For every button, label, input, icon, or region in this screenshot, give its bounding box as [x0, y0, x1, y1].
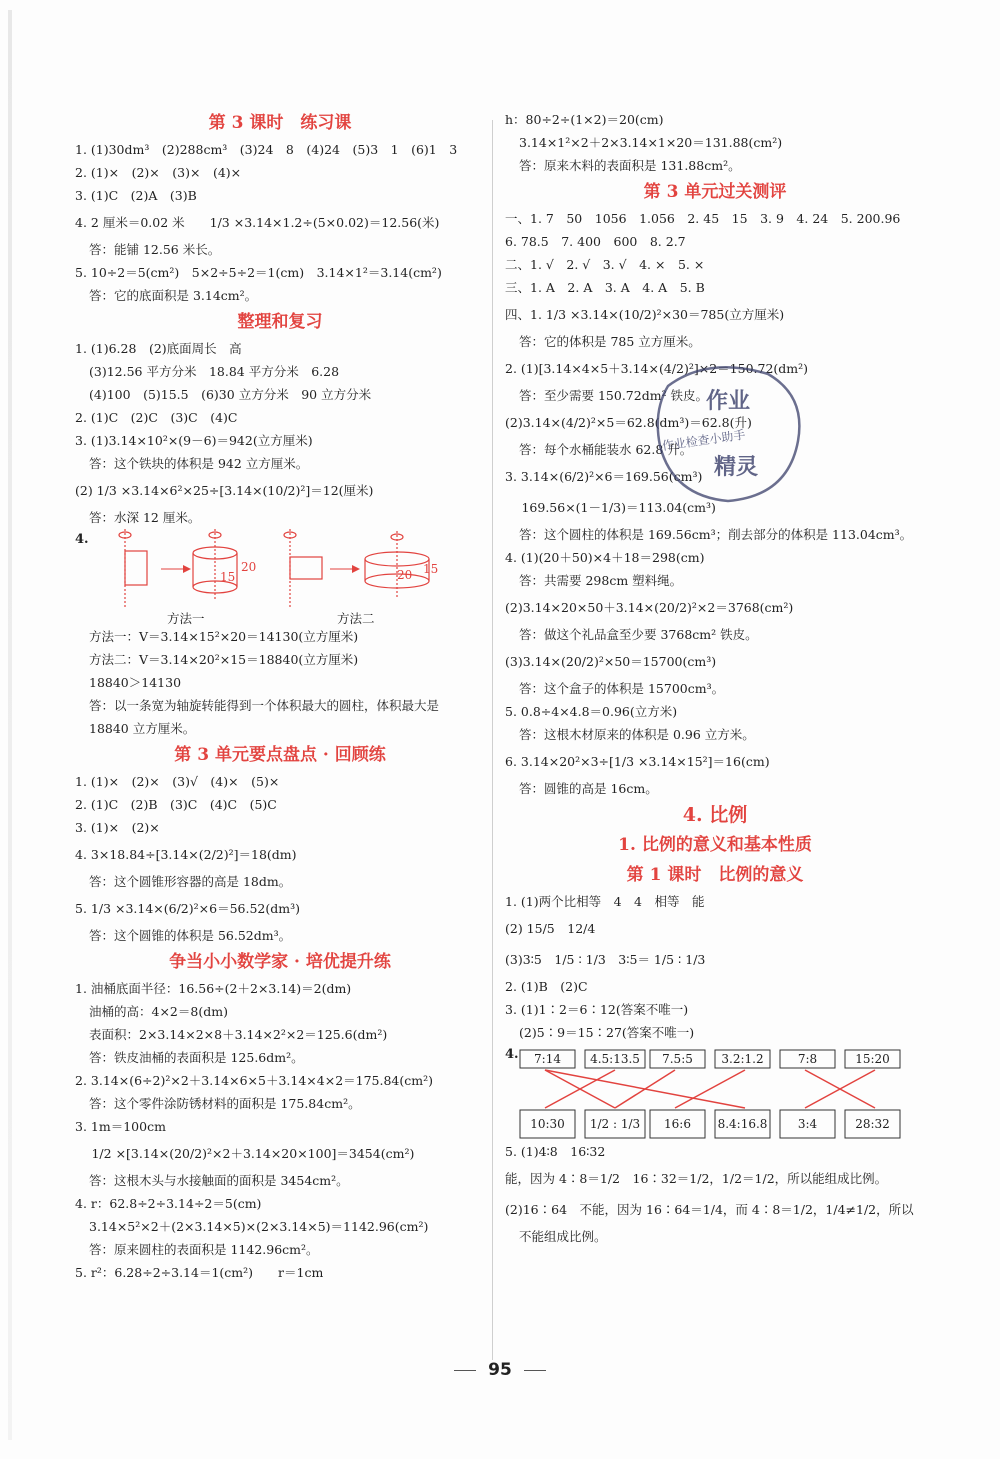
answer-line: 答：圆锥的高是 16cm。 — [519, 781, 658, 796]
ratio-top-label: 3.2:1.2 — [721, 1052, 764, 1066]
answer-line: 答：水深 12 厘米。 — [89, 510, 201, 525]
left-column — [75, 108, 485, 1284]
section-heading: 第 3 单元过关测评 — [643, 182, 787, 202]
answer-line: (3)12.56 平方分米 18.84 平方分米 6.28 — [89, 364, 340, 379]
figure-number: 4. — [505, 1047, 519, 1062]
method1-rect-icon — [119, 529, 147, 609]
answer-line: (2)16∶64 不能，因为 16∶64＝1/4，而 4∶8＝1/2，1/4≠1/2，所以 — [505, 1202, 914, 1217]
answer-line: 答：这个圆柱的体积是 169.56cm³；削去部分的体积是 113.04cm³。 — [519, 527, 913, 542]
right-column — [505, 108, 925, 1248]
answer-line: 169.56×(1－1/3)＝113.04(cm³) — [505, 500, 716, 515]
section-heading: 第 3 单元要点盘点 · 回顾练 — [174, 745, 386, 765]
answer-line: 答：这根木头与水接触面的面积是 3454cm²。 — [89, 1173, 349, 1188]
dash-right — [524, 1370, 546, 1371]
answer-line: 答：它的底面积是 3.14cm²。 — [89, 288, 258, 303]
answer-line: 1/2 ×[3.14×(20/2)²×2＋3.14×20×100]＝3454(cm²) — [75, 1146, 415, 1161]
ratio-bottom-label: 3:4 — [797, 1117, 818, 1131]
answer-line: 答：原来木料的表面积是 131.88cm²。 — [519, 158, 741, 173]
answer-line: 答：这个铁块的体积是 942 立方厘米。 — [89, 456, 309, 471]
rotation-figure — [75, 529, 485, 625]
answer-line: (2) 15/5 12/4 — [505, 921, 596, 936]
dash-left — [454, 1370, 476, 1371]
chapter-heading: 4. 比例 — [682, 804, 748, 826]
answer-line: 1. (1)两个比相等 4 4 相等 能 — [505, 894, 705, 909]
answer-line: 答：这根木材原来的体积是 0.96 立方米。 — [519, 727, 755, 742]
section-heading: 争当小小数学家 · 培优提升练 — [169, 952, 391, 972]
stamp-text-1: 作业 — [706, 389, 751, 414]
ratio-bottom-label: 8.4:16.8 — [717, 1117, 768, 1131]
answer-line: 18840 立方厘米。 — [89, 721, 196, 736]
answer-line: 5. (1)4∶8 16∶32 — [505, 1144, 606, 1159]
answer-line: (2)5∶9＝15∶27(答案不唯一) — [519, 1025, 695, 1040]
section-heading: 第 3 课时 练习课 — [208, 113, 352, 133]
answer-line: 5. 0.8÷4×4.8＝0.96(立方米) — [505, 704, 678, 719]
answer-line: 1. (1)× (2)× (3)√ (4)× (5)× — [75, 774, 280, 789]
section-heading: 第 1 课时 比例的意义 — [626, 865, 804, 885]
answer-line: 答：以一条宽为轴旋转能得到一个体积最大的圆柱，体积最大是 — [89, 698, 440, 713]
answer-line: 3.14×5²×2＋(2×3.14×5)×(2×3.14×5)＝1142.96(cm²) — [89, 1219, 429, 1234]
answer-line: 油桶的高：4×2＝8(dm) — [89, 1004, 228, 1019]
answer-line: 1. (1)6.28 (2)底面周长 高 — [75, 341, 242, 356]
answer-line: 5. r²：6.28÷2÷3.14＝1(cm²) r＝1cm — [75, 1265, 324, 1280]
answer-line: 答：共需要 298cm 塑料绳。 — [519, 573, 683, 588]
answer-line: 3. 1m＝100cm — [75, 1119, 166, 1134]
answer-line: 方法一：V＝3.14×15²×20＝14130(立方厘米) — [89, 629, 359, 644]
ratio-matching-figure — [505, 1044, 925, 1140]
answer-line: 表面积：2×3.14×2×8＋3.14×2²×2＝125.6(dm²) — [89, 1027, 388, 1042]
answer-line: (2)3.14×20×50＋3.14×(20/2)²×2＝3768(cm²) — [505, 600, 794, 615]
ratio-top-label: 7:8 — [797, 1052, 818, 1066]
answer-line: 答：铁皮油桶的表面积是 125.6dm²。 — [89, 1050, 304, 1065]
answer-line: 答：能铺 12.56 米长。 — [89, 242, 221, 257]
answer-line: (3)3.14×(20/2)²×50＝15700(cm³) — [505, 654, 717, 669]
answer-line: 4. (1)(20＋50)×4＋18＝298(cm) — [505, 550, 705, 565]
ratio-bottom-label: 10:30 — [530, 1117, 565, 1131]
answer-line: 能，因为 4∶8＝1/2 16∶32＝1/2，1/2＝1/2，所以能组成比例。 — [505, 1171, 888, 1186]
answer-line: 答：这个圆锥形容器的高是 18dm。 — [89, 874, 292, 889]
answer-line: 2. (1)× (2)× (3)× (4)× — [75, 165, 242, 180]
answer-line: 4. 3×18.84÷[3.14×(2/2)²]＝18(dm) — [75, 847, 297, 862]
cyl1-w: 20 — [241, 560, 257, 574]
arrow-head-icon-2 — [352, 565, 360, 573]
answer-line: 4. 2 厘米＝0.02 米 1/3 ×3.14×1.2÷(5×0.02)＝12.56(米) — [75, 215, 440, 230]
cylinder1-icon — [193, 529, 237, 599]
answer-line: h：80÷2÷(1×2)＝20(cm) — [505, 112, 664, 127]
figure-number: 4. — [75, 532, 89, 547]
cylinder2-icon — [365, 531, 429, 599]
answer-line: 2. (1)C (2)C (3)C (4)C — [75, 410, 238, 425]
answer-line: 答：它的体积是 785 立方厘米。 — [519, 334, 701, 349]
answer-line: 不能组成比例。 — [519, 1229, 607, 1244]
ratio-bottom-label: 16:6 — [664, 1117, 691, 1131]
answer-line: 3.14×1²×2＋2×3.14×1×20＝131.88(cm²) — [519, 135, 783, 150]
answer-line: 方法二：V＝3.14×20²×15＝18840(立方厘米) — [89, 652, 359, 667]
answer-line: 答：这个零件涂防锈材料的面积是 175.84cm²。 — [89, 1096, 361, 1111]
answer-line: 3. (1)× (2)× — [75, 820, 160, 835]
answer-line: 1. 油桶底面半径：16.56÷(2＋2×3.14)＝2(dm) — [75, 981, 352, 996]
cyl2-h: 15 — [423, 562, 439, 576]
answer-line: (4)100 (5)15.5 (6)30 立方分米 90 立方分米 — [89, 387, 372, 402]
answer-line: 5. 1/3 ×3.14×(6/2)²×6＝56.52(dm³) — [75, 901, 300, 916]
arrow-head-icon — [183, 565, 191, 573]
answer-line: 答：这个盒子的体积是 15700cm³。 — [519, 681, 725, 696]
answer-line: 3. (1)1∶2＝6∶12(答案不唯一) — [505, 1002, 689, 1017]
answer-line: 3. (1)C (2)A (3)B — [75, 188, 197, 203]
page-number — [0, 1360, 1000, 1380]
answer-line: 三、1. A 2. A 3. A 4. A 5. B — [505, 280, 705, 295]
page-edge-shadow — [8, 10, 12, 1440]
method2-rect-icon — [284, 529, 322, 609]
answer-line: 2. (1)C (2)B (3)C (4)C (5)C — [75, 797, 277, 812]
answer-line: 答：这个圆锥的体积是 56.52dm³。 — [89, 928, 292, 943]
answer-line: 答：至少需要 150.72dm² 铁皮。 — [519, 388, 709, 403]
answer-line: 4. r：62.8÷2÷3.14÷2＝5(cm) — [75, 1196, 262, 1211]
answer-line: 2. (1)B (2)C — [505, 979, 588, 994]
answer-line: 答：每个水桶能装水 62.8 升。 — [519, 442, 693, 457]
answer-line: 18840＞14130 — [89, 675, 182, 690]
answer-line: (2)3.14×(4/2)²×5＝62.8(dm³)＝62.8(升) — [505, 415, 752, 430]
answer-line: 答：做这个礼品盒至少要 3768cm² 铁皮。 — [519, 627, 758, 642]
stamp-text-2: 作业检查小助手 — [661, 427, 747, 454]
ratio-top-label: 7:14 — [534, 1052, 561, 1066]
answer-line: (2) 1/3 ×3.14×6²×25÷[3.14×(10/2)²]＝12(厘米) — [75, 483, 374, 498]
answer-line: 二、1. √ 2. √ 3. √ 4. × 5. × — [505, 257, 705, 272]
stamp-text-3: 精灵 — [714, 455, 759, 480]
cyl2-w: 20 — [397, 568, 413, 582]
answer-line: 6. 3.14×20²×3÷[1/3 ×3.14×15²]＝16(cm) — [505, 754, 770, 769]
ratio-bottom-label: 28:32 — [855, 1117, 890, 1131]
answer-line: 四、1. 1/3 ×3.14×(10/2)²×30＝785(立方厘米) — [505, 307, 785, 322]
answer-line: 1. (1)30dm³ (2)288cm³ (3)24 8 (4)24 (5)3 1 (6)1 3 — [75, 142, 458, 157]
answer-line: 2. 3.14×(6÷2)²×2＋3.14×6×5＋3.14×4×2＝175.84(cm²) — [75, 1073, 434, 1088]
answer-line: 答：原来圆柱的表面积是 1142.96cm²。 — [89, 1242, 319, 1257]
answer-line: 6. 78.5 7. 400 600 8. 2.7 — [505, 234, 686, 249]
method1-label: 方法一 — [167, 611, 205, 625]
ratio-top-label: 15:20 — [855, 1052, 890, 1066]
answer-line: (3)3∶5 1/5 ∶ 1/3 3∶5＝ 1/5 ∶ 1/3 — [505, 952, 706, 967]
column-divider — [492, 120, 493, 1360]
ratio-bottom-label: 1/2 : 1/3 — [589, 1117, 641, 1131]
answer-line: 一、1. 7 50 1056 1.056 2. 45 15 3. 9 4. 24 5. 200.96 — [505, 211, 901, 226]
cyl1-h: 15 — [220, 570, 236, 584]
answer-line: 3. 3.14×(6/2)²×6＝169.56(cm³) — [505, 469, 703, 484]
section-heading: 整理和复习 — [237, 312, 323, 332]
matching-lines — [545, 1070, 875, 1108]
answer-line: 5. 10÷2＝5(cm²) 5×2÷5÷2＝1(cm) 3.14×1²＝3.14(cm²) — [75, 265, 442, 280]
section-heading: 1. 比例的意义和基本性质 — [618, 835, 812, 855]
answer-line: 2. (1)[3.14×4×5＋3.14×(4/2)²]×2＝150.72(dm²) — [505, 361, 809, 376]
homework-checker-stamp — [648, 356, 808, 506]
answer-line: 3. (1)3.14×10²×(9－6)＝942(立方厘米) — [75, 433, 313, 448]
method2-label: 方法二 — [337, 611, 375, 625]
ratio-top-label: 4.5:13.5 — [590, 1052, 640, 1066]
page-number-text: 95 — [488, 1360, 512, 1380]
ratio-top-label: 7.5:5 — [662, 1052, 693, 1066]
